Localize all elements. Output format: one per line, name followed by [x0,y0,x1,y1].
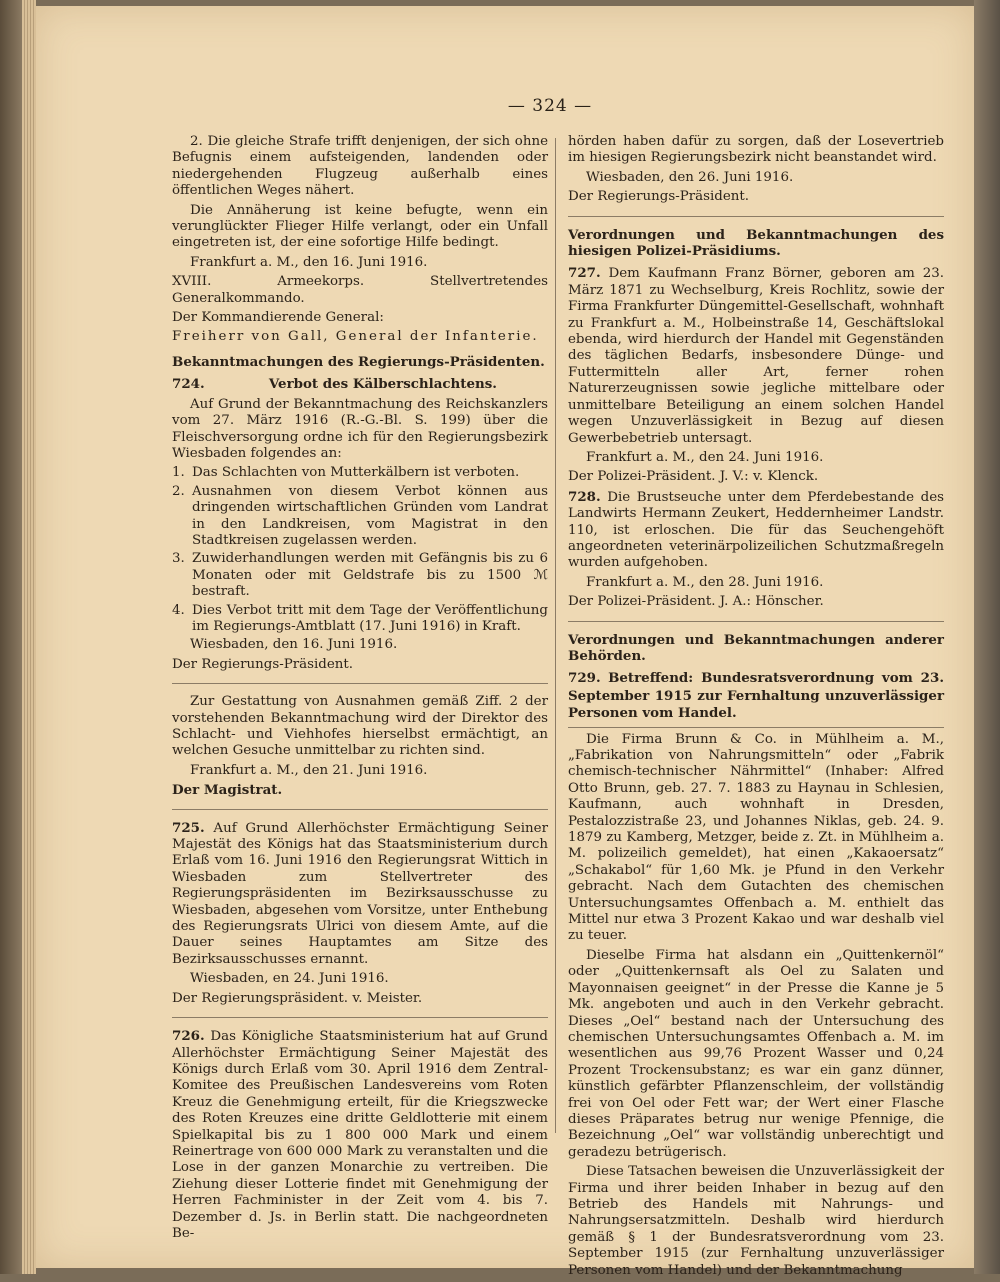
notice-729-title [568,670,944,722]
notice-724-title [172,376,548,393]
ordinance-list [172,465,548,635]
paragraph: Die Brustseuche unter dem Pferdebestande des Landwirts Hermann Zeukert, Heddernheimer Landstr. 110, ist erloschen. Die für das Seuchengehöft angeordneten veterinärpolizeilichen Schutzmaßregeln wurden aufgehoben. [568,489,944,571]
section-heading: Verordnungen und Bekanntmachungen des hiesigen Polizei-Präsidiums. [568,226,944,260]
notice-number: 727. [568,265,601,282]
paragraph: Dem Kaufmann Franz Börner, geboren am 23. März 1871 zu Wechselburg, Kreis Rochlitz, sowie der Firma Frankfurter Düngemittel-Gesellschaft, wohnhaft zu Frankfurt a. M., Holbeinstraße 14, Geschäftslokal ebenda, wird hierdurch der Handel mit Gegenständen des täglichen Bedarfs, insbesondere Dünge- und Futtermitteln aller Art, ferner rohen Naturerzeugnissen sowie jegliche mittelbare oder unmittelbare Beteiligung an einem solchen Handel wegen Unzuverlässigkeit in Bezug auf diesen Gewerbebetrieb untersagt. [568,266,944,446]
notice-727 [568,265,944,446]
paragraph: Diese Tatsachen beweisen die Unzuverlässigkeit der Firma und ihrer beiden Inhaber in bezug auf den Betrieb des Handels mit Nahrungs- und Nahrungsersatzmitteln. Deshalb wird hierdurch gemäß § 1 der Bundesratsverordnung vom 23. September 1915 (zur Fernhaltung unzuverlässiger Personen vom Handel) und der Bekanntmachung [568,1164,944,1278]
paragraph: Auf Grund der Bekanntmachung des Reichskanzlers vom 27. März 1916 (R.-G.-Bl. S. 199) über die Fleischversorgung ordne ich für den Regierungsbezirk Wiesbaden folgendes an: [172,396,548,461]
signature-name: Freiherr von Gall, General der Infanterie. [172,329,539,345]
dateline: Frankfurt a. M., den 24. Juni 1916. [586,449,824,465]
notice-title: Betreffend: Bundesratsverordnung vom 23. September 1915 zur Fernhaltung unzuverlässiger Personen vom Handel. [568,670,944,722]
paragraph: hörden haben dafür zu sorgen, daß der Losevertrieb im hiesigen Regierungsbezirk nicht beanstandet wird. [568,134,944,166]
section-heading: Bekanntmachungen des Regierungs-Präsidenten. [172,353,545,370]
document-page [36,6,974,1278]
paragraph: Die Annäherung ist keine befugte, wenn ein verunglückter Flieger Hilfe verlangt, oder ein Unfall eingetreten ist, der eine sofortige Hilfe bedingt. [172,202,548,251]
notice-726 [172,1028,548,1242]
paragraph: Dieselbe Firma hat alsdann ein „Quittenkernöl“ oder „Quittenkernsaft als Oel zu Salaten und Mayonnaisen geeignet“ in der Presse die Kanne je 5 Mk. angeboten und auch in den Verkehr gebracht. Dieses „Oel“ bestand nach der Untersuchung des chemischen Untersuchungsamtes Offenbach a. M. im wesentlichen aus 99,76 Prozent Wasser und 0,24 Prozent Trockensubstanz; es war ein ganz dünner, künstlich gefärbter Pflanzenschleim, der vollständig frei von Oel oder Fett war; der Wert einer Flasche dieses Präparates betrug nur wenige Pfennige, die Bezeichnung „Oel“ war vollständig unberechtigt und geradezu betrügerisch. [568,947,944,1160]
paragraph: 2. Die gleiche Strafe trifft denjenigen, der sich ohne Befugnis einem aufsteigenden, landenden oder niedergehenden Flugzeug außerhalb eines öffentlichen Weges nähert. [172,134,548,199]
separator-rule [172,809,548,810]
notice-number: 724. [172,376,205,393]
notice-number: 726. [172,1028,205,1045]
separator-rule [172,1017,548,1018]
page-stack-edge [22,0,36,1274]
notice-title: Verbot des Kälberschlachtens. [268,376,497,393]
paragraph: Die Firma Brunn & Co. in Mühlheim a. M., „Fabrikation von Nahrungsmitteln“ oder „Fabrik chemisch-technischer Nährmittel“ (Inhaber: Alfred Otto Brunn, geb. 27. 7. 1883 zu Haynau in Schlesien, Kaufmann, auch wohnhaft in Dresden, Pestalozzistraße 23, und Johannes Niklas, geb. 24. 9. 1879 zu Kamberg, Metzger, beide z. Zt. in Mühlheim a. M. polizeilich gemeldet), hat einen „Kakaoersatz“ „Schakabol“ für 1,60 Mk. je Pfund in den Verkehr gebracht. Nach dem Gutachten des chemischen Untersuchungsamtes Offenbach a. M. enthielt das Mittel nur etwa 3 Prozent Kakao und war deshalb viel zu teuer. [568,731,944,944]
separator-rule [568,727,944,728]
separator-rule [172,683,548,684]
notice-number: 729. [568,670,601,687]
signature: Der Regierungs-Präsident. [172,656,354,672]
notice-number: 725. [172,819,205,836]
list-item: 1. Das Schlachten von Mutterkälbern ist verboten. [172,465,520,481]
notice-number: 728. [568,488,601,505]
signature: Der Polizei-Präsident. J. V.: v. Klenck. [568,469,819,485]
column-divider [555,138,556,1133]
separator-rule [568,621,944,622]
signature: Der Regierungs-Präsident. [568,189,750,205]
separator-rule [568,216,944,217]
paragraph: Zur Gestattung von Ausnahmen gemäß Ziff. 2 der vorstehenden Bekanntmachung wird der Direktor des Schlacht- und Viehhofes hierselbst ermächtigt, an welchen Gesuche unmittelbar zu richten sind. [172,694,548,759]
list-item: 3. Zuwiderhandlungen werden mit Gefängnis bis zu 6 Monaten oder mit Geldstrafe bis zu 1500 ℳ bestraft. [172,551,548,600]
signature: Der Polizei-Präsident. J. A.: Hönscher. [568,594,824,610]
dateline: Frankfurt a. M., den 16. Juni 1916. [190,254,428,270]
dateline: Frankfurt a. M., den 21. Juni 1916. [190,762,428,778]
book-binding-edge [0,0,22,1274]
dateline: Wiesbaden, den 16. Juni 1916. [190,637,398,653]
right-column [568,134,944,1282]
signature-title: Der Kommandierende General: [172,310,384,326]
dateline: Frankfurt a. M., den 28. Juni 1916. [586,574,824,590]
signature: Der Magistrat. [172,782,283,799]
notice-725 [172,820,548,969]
book-cover-edge [974,0,1000,1274]
page-number: — 324 — [507,96,593,116]
list-item: 4. Dies Verbot tritt mit dem Tage der Veröffentlichung im Regierungs-Amtblatt (17. Juni 1916) in Kraft. [172,602,548,634]
signature: Der Regierungspräsident. v. Meister. [172,990,423,1006]
paragraph: Das Königliche Staatsministerium hat auf Grund Allerhöchster Ermächtigung Seiner Majestät des Königs durch Erlaß vom 30. April 1916 dem Zentral-Komitee des Preußischen Landesvereins vom Roten Kreuz die Genehmigung erteilt, für die Kriegszwecke des Roten Kreuzes eine dritte Geldlotterie mit einem Spielkapital bis zu 1 800 000 Mark und einem Reinertrage von 600 000 Mark zu veranstalten und die Lose in der ganzen Monarchie zu vertreiben. Die Ziehung dieser Lotterie findet mit Genehmigung der Herren Fachminister in der Zeit vom 4. bis 7. Dezember d. Js. in Berlin statt. Die nachgeordneten Be- [172,1029,548,1241]
notice-728 [568,489,944,572]
authority-line: XVIII. Armeekorps. Stellvertretendes Generalkommando. [172,274,548,306]
left-column [172,134,548,1245]
dateline: Wiesbaden, en 24. Juni 1916. [190,971,389,987]
section-heading: Verordnungen und Bekanntmachungen anderer Behörden. [568,631,944,664]
list-item: 2. Ausnahmen von diesem Verbot können aus dringenden wirtschaftlichen Gründen vom Landrat in den Landkreisen, vom Magistrat in den Stadtkreisen zugelassen werden. [172,483,548,548]
dateline: Wiesbaden, den 26. Juni 1916. [586,169,794,185]
paragraph: Auf Grund Allerhöchster Ermächtigung Seiner Majestät des Königs hat das Staatsministerium durch Erlaß vom 16. Juni 1916 den Regierungsrat Wittich in Wiesbaden zum Stellvertreter des Regierungspräsidenten im Bezirksausschusse zu Wiesbaden, abgesehen vom Vorsitze, unter Enthebung des Regierungsrats Ulrici von diesem Amte, auf die Dauer seines Hauptamtes am Sitze des Bezirksausschusses ernannt. [172,820,548,967]
